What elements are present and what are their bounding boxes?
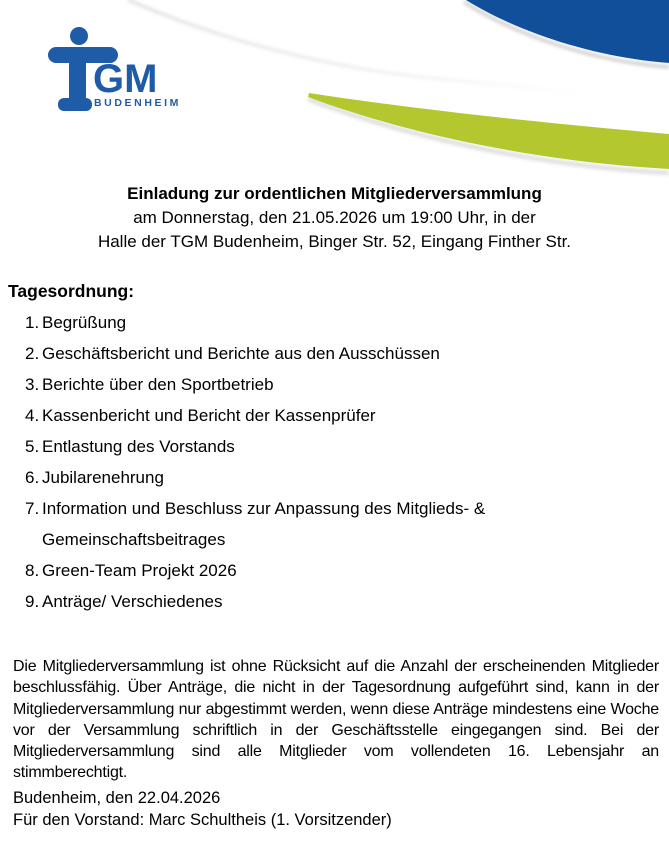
agenda-item-number: 3. bbox=[25, 375, 40, 394]
agenda-item-text: Jubilarenehrung bbox=[42, 468, 164, 487]
invitation-title: Einladung zur ordentlichen Mitgliederversammlung bbox=[127, 184, 542, 203]
agenda-item-number: 6. bbox=[25, 468, 40, 487]
blue-swoosh-shadow bbox=[464, 2, 669, 67]
white-swoosh-edge bbox=[128, 0, 669, 112]
agenda-item-text: Entlastung des Vorstands bbox=[42, 437, 235, 456]
tgm-logo bbox=[44, 24, 184, 116]
agenda-item bbox=[25, 338, 570, 369]
agenda-item-text: Information und Beschluss zur Anpassung des Mitglieds- & Gemeinschaftsbeitrages bbox=[42, 499, 486, 549]
agenda-item-number: 2. bbox=[25, 344, 40, 363]
invitation-location-line: Halle der TGM Budenheim, Binger Str. 52, Eingang Finther Str. bbox=[97, 232, 572, 251]
invitation-header bbox=[0, 182, 669, 254]
agenda-item-number: 5. bbox=[25, 437, 40, 456]
green-swoosh-shadow bbox=[308, 99, 669, 173]
agenda-item bbox=[25, 493, 570, 555]
place-date-line: Budenheim, den 22.04.2026 bbox=[13, 789, 221, 807]
agenda-item-number: 1. bbox=[25, 313, 40, 332]
agenda-item-number: 8. bbox=[25, 561, 40, 580]
logo-town: BUDENHEIM bbox=[94, 97, 181, 109]
agenda-item bbox=[25, 462, 570, 493]
agenda-item-text: Begrüßung bbox=[42, 313, 127, 332]
agenda-item bbox=[25, 586, 570, 617]
agenda-item-text: Green-Team Projekt 2026 bbox=[42, 561, 237, 580]
quorum-notice: Die Mitgliederversammlung ist ohne Rücksicht auf die Anzahl der erscheinenden Mitglieder beschlussfähig. Über Anträge, die nicht in der Tagesordnung aufgeführt sind, kann in der Mitgliederversammlung nur abgestimmt werden, wenn diese Anträge mindestens eine Woche vor der Versammlung schriftlich in der Geschäftsstelle eingegangen sind. Bei der Mitgliederversammlung sind alle Mitglieder vom vollendeten 16. Lebensjahr an stimmberechtigt. bbox=[13, 658, 659, 782]
agenda-item bbox=[25, 307, 570, 338]
closing-block bbox=[13, 787, 653, 831]
logo-acronym: GM bbox=[93, 57, 158, 101]
agenda-item-number: 4. bbox=[25, 406, 40, 425]
agenda-item-number: 9. bbox=[25, 592, 40, 611]
agenda-item-text: Kassenbericht und Bericht der Kassenprüfer bbox=[42, 406, 376, 425]
agenda-item-text: Anträge/ Verschiedenes bbox=[42, 592, 223, 611]
agenda-item-text: Berichte über den Sportbetrieb bbox=[42, 375, 274, 394]
agenda-heading: Tagesordnung: bbox=[8, 281, 135, 301]
signature-line: Für den Vorstand: Marc Schultheis (1. Vorsitzender) bbox=[13, 811, 392, 829]
agenda-item-number: 7. bbox=[25, 499, 40, 518]
agenda-list bbox=[25, 307, 570, 617]
agenda-item bbox=[25, 369, 570, 400]
agenda-item bbox=[25, 431, 570, 462]
agenda-item-text: Geschäftsbericht und Berichte aus den Ausschüssen bbox=[42, 344, 440, 363]
green-swoosh bbox=[308, 93, 669, 169]
blue-swoosh bbox=[466, 0, 669, 63]
agenda-item bbox=[25, 555, 570, 586]
invitation-date-line: am Donnerstag, den 21.05.2026 um 19:00 Uhr, in der bbox=[133, 208, 536, 227]
agenda-item bbox=[25, 400, 570, 431]
